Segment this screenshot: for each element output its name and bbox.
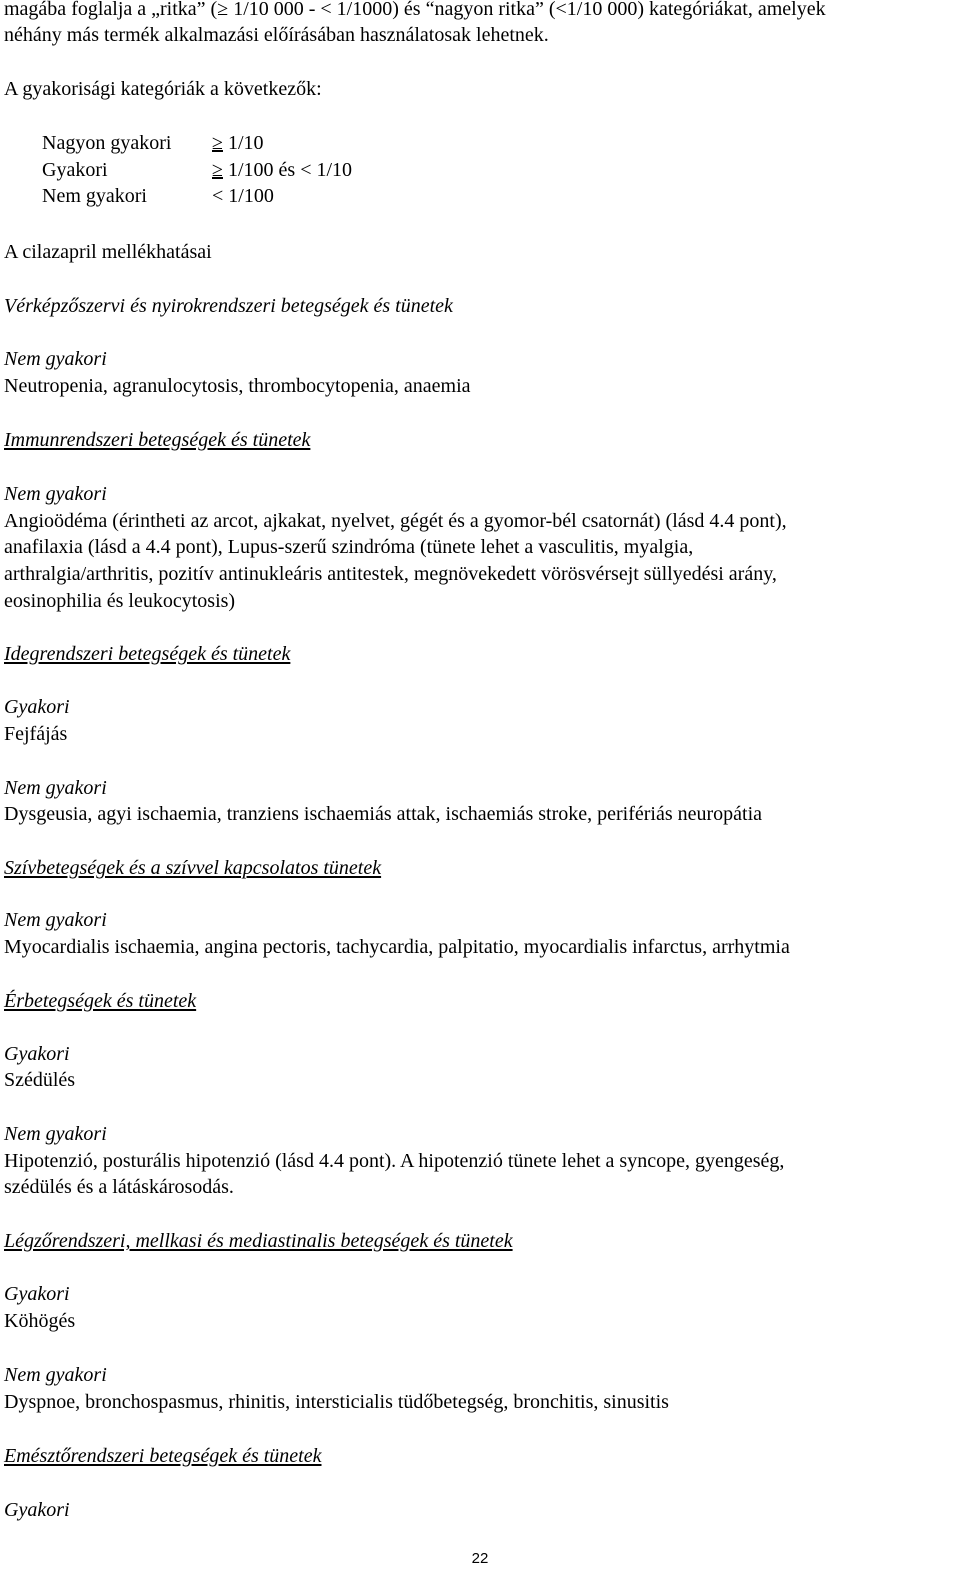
freq-label: Nem gyakori <box>42 185 147 207</box>
reaction-text: Hipotenzió, posturális hipotenzió (lásd 4.4 pont). A hipotenzió tünete lehet a syncope, gyengeség, <box>4 1150 785 1172</box>
section-heading: Idegrendszeri betegségek és tünetek <box>4 643 291 665</box>
reaction-text: Angioödéma (érintheti az arcot, ajkakat, nyelvet, gégét és a gyomor-bél csatornát) (lásd 4.4 pont), <box>4 510 787 532</box>
ge-symbol: ≥ <box>212 132 223 154</box>
reaction-text: Neutropenia, agranulocytosis, thrombocytopenia, anaemia <box>4 375 471 397</box>
freq-value: ≥ 1/10 <box>212 132 264 154</box>
reaction-text: Dysgeusia, agyi ischaemia, tranziens ischaemiás attak, ischaemiás stroke, perifériás neuropátia <box>4 803 763 825</box>
freq-label: Nagyon gyakori <box>42 132 172 154</box>
frequency-label: Nem gyakori <box>4 1123 107 1145</box>
freq-label: Gyakori <box>42 159 108 181</box>
frequency-label: Gyakori <box>4 1043 70 1065</box>
frequency-label: Nem gyakori <box>4 777 107 799</box>
page-number: 22 <box>471 1550 489 1567</box>
frequency-label: Nem gyakori <box>4 909 107 931</box>
freq-value: ≥ 1/100 és < 1/10 <box>212 159 353 181</box>
reaction-text: eosinophilia és leukocytosis) <box>4 590 236 612</box>
section-heading: Immunrendszeri betegségek és tünetek <box>4 429 311 451</box>
section-title: A cilazapril mellékhatásai <box>4 241 212 263</box>
section-heading: Légzőrendszeri, mellkasi és mediastinalis betegségek és tünetek <box>4 1230 513 1252</box>
intro-line-2: néhány más termék alkalmazási előírásában használatosak lehetnek. <box>4 24 549 46</box>
reaction-text: Fejfájás <box>4 723 68 745</box>
frequency-label: Nem gyakori <box>4 1364 107 1386</box>
section-heading: Érbetegségek és tünetek <box>4 990 197 1012</box>
freq-value: < 1/100 <box>212 185 274 207</box>
frequency-label: Nem gyakori <box>4 483 107 505</box>
reaction-text: Dyspnoe, bronchospasmus, rhinitis, intersticialis tüdőbetegség, bronchitis, sinusitis <box>4 1391 669 1413</box>
reaction-text: Myocardialis ischaemia, angina pectoris, tachycardia, palpitatio, myocardialis infarctus, arrhytmia <box>4 936 790 958</box>
reaction-text: anafilaxia (lásd a 4.4 pont), Lupus-szerű szindróma (tünete lehet a vasculitis, myalgia, <box>4 536 694 558</box>
reaction-text: szédülés és a látáskárosodás. <box>4 1176 234 1198</box>
intro-line-1: magába foglalja a „ritka” (≥ 1/10 000 - < 1/1000) és “nagyon ritka” (<1/10 000) kategóriákat, amelyek <box>4 0 826 20</box>
section-heading: Szívbetegségek és a szívvel kapcsolatos tünetek <box>4 857 382 879</box>
section-heading: Vérképzőszervi és nyirokrendszeri betegségek és tünetek <box>4 295 453 317</box>
frequency-label: Gyakori <box>4 1499 70 1521</box>
frequency-label: Nem gyakori <box>4 348 107 370</box>
section-heading: Emésztőrendszeri betegségek és tünetek <box>4 1445 322 1467</box>
reaction-text: Szédülés <box>4 1069 76 1091</box>
reaction-text: Köhögés <box>4 1310 76 1332</box>
reaction-text: arthralgia/arthritis, pozitív antinukleáris antitestek, megnövekedett vörösvérsejt süllyedési arány, <box>4 563 777 585</box>
categories-heading: A gyakorisági kategóriák a következők: <box>4 78 322 100</box>
ge-symbol: ≥ <box>212 159 223 181</box>
frequency-label: Gyakori <box>4 696 70 718</box>
frequency-label: Gyakori <box>4 1283 70 1305</box>
